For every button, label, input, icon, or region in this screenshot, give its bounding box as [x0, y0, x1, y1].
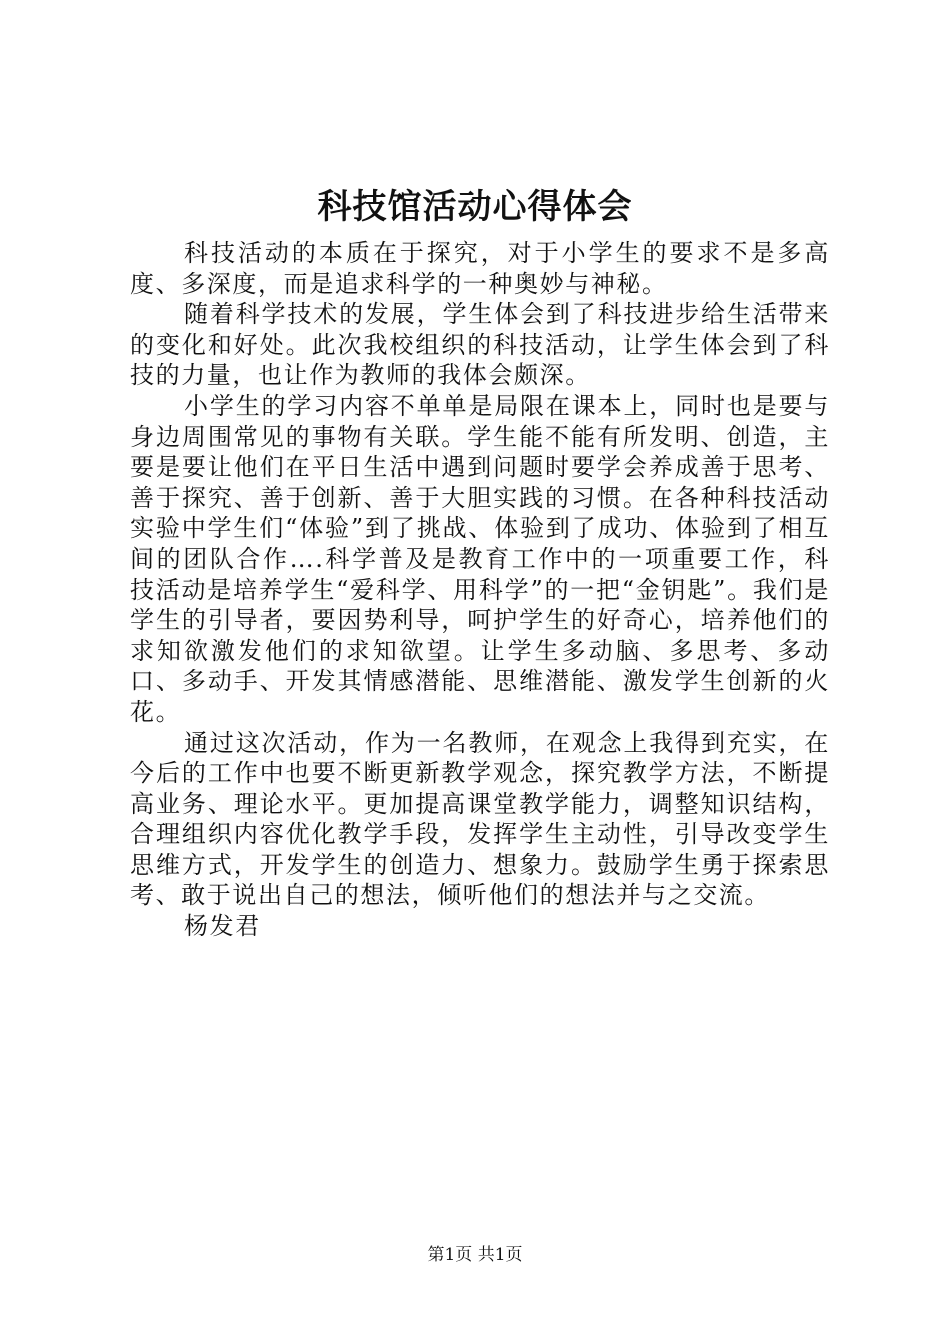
page-footer: 第1页 共1页	[427, 1245, 523, 1265]
document-title: 科技馆活动心得体会	[317, 187, 633, 227]
document-body	[130, 238, 830, 942]
paragraph-2: 随着科学技术的发展，学生体会到了科技进步给生活带来的变化和好处。此次我校组织的科技活动，让学生体会到了科技的力量，也让作为教师的我体会颇深。	[130, 300, 830, 390]
author-signature: 杨发君	[184, 912, 261, 941]
paragraph-4: 通过这次活动，作为一名教师，在观念上我得到充实，在今后的工作中也要不断更新教学观念，探究教学方法，不断提高业务、理论水平。更加提高课堂教学能力，调整知识结构，合理组织内容优化教学手段，发挥学生主动性，引导改变学生思维方式，开发学生的创造力、想象力。鼓励学生勇于探索思考、敢于说出自己的想法，倾听他们的想法并与之交流。	[130, 728, 830, 910]
paragraph-1: 科技活动的本质在于探究，对于小学生的要求不是多高度、多深度，而是追求科学的一种奥妙与神秘。	[130, 239, 830, 298]
paragraph-3: 小学生的学习内容不单单是局限在课本上，同时也是要与身边周围常见的事物有关联。学生能不能有所发明、创造，主要是要让他们在平日生活中遇到问题时要学会养成善于思考、善于探究、善于创新、善于大胆实践的习惯。在各种科技活动实验中学生们“体验”到了挑战、体验到了成功、体验到了相互间的团队合作….科学普及是教育工作中的一项重要工作，科技活动是培养学生“爱科学、用科学”的一把“金钥匙”。我们是学生的引导者，要因势利导，呵护学生的好奇心，培养他们的求知欲激发他们的求知欲望。让学生多动脑、多思考、多动口、多动手、开发其情感潜能、思维潜能、激发学生创新的火花。	[130, 391, 830, 726]
